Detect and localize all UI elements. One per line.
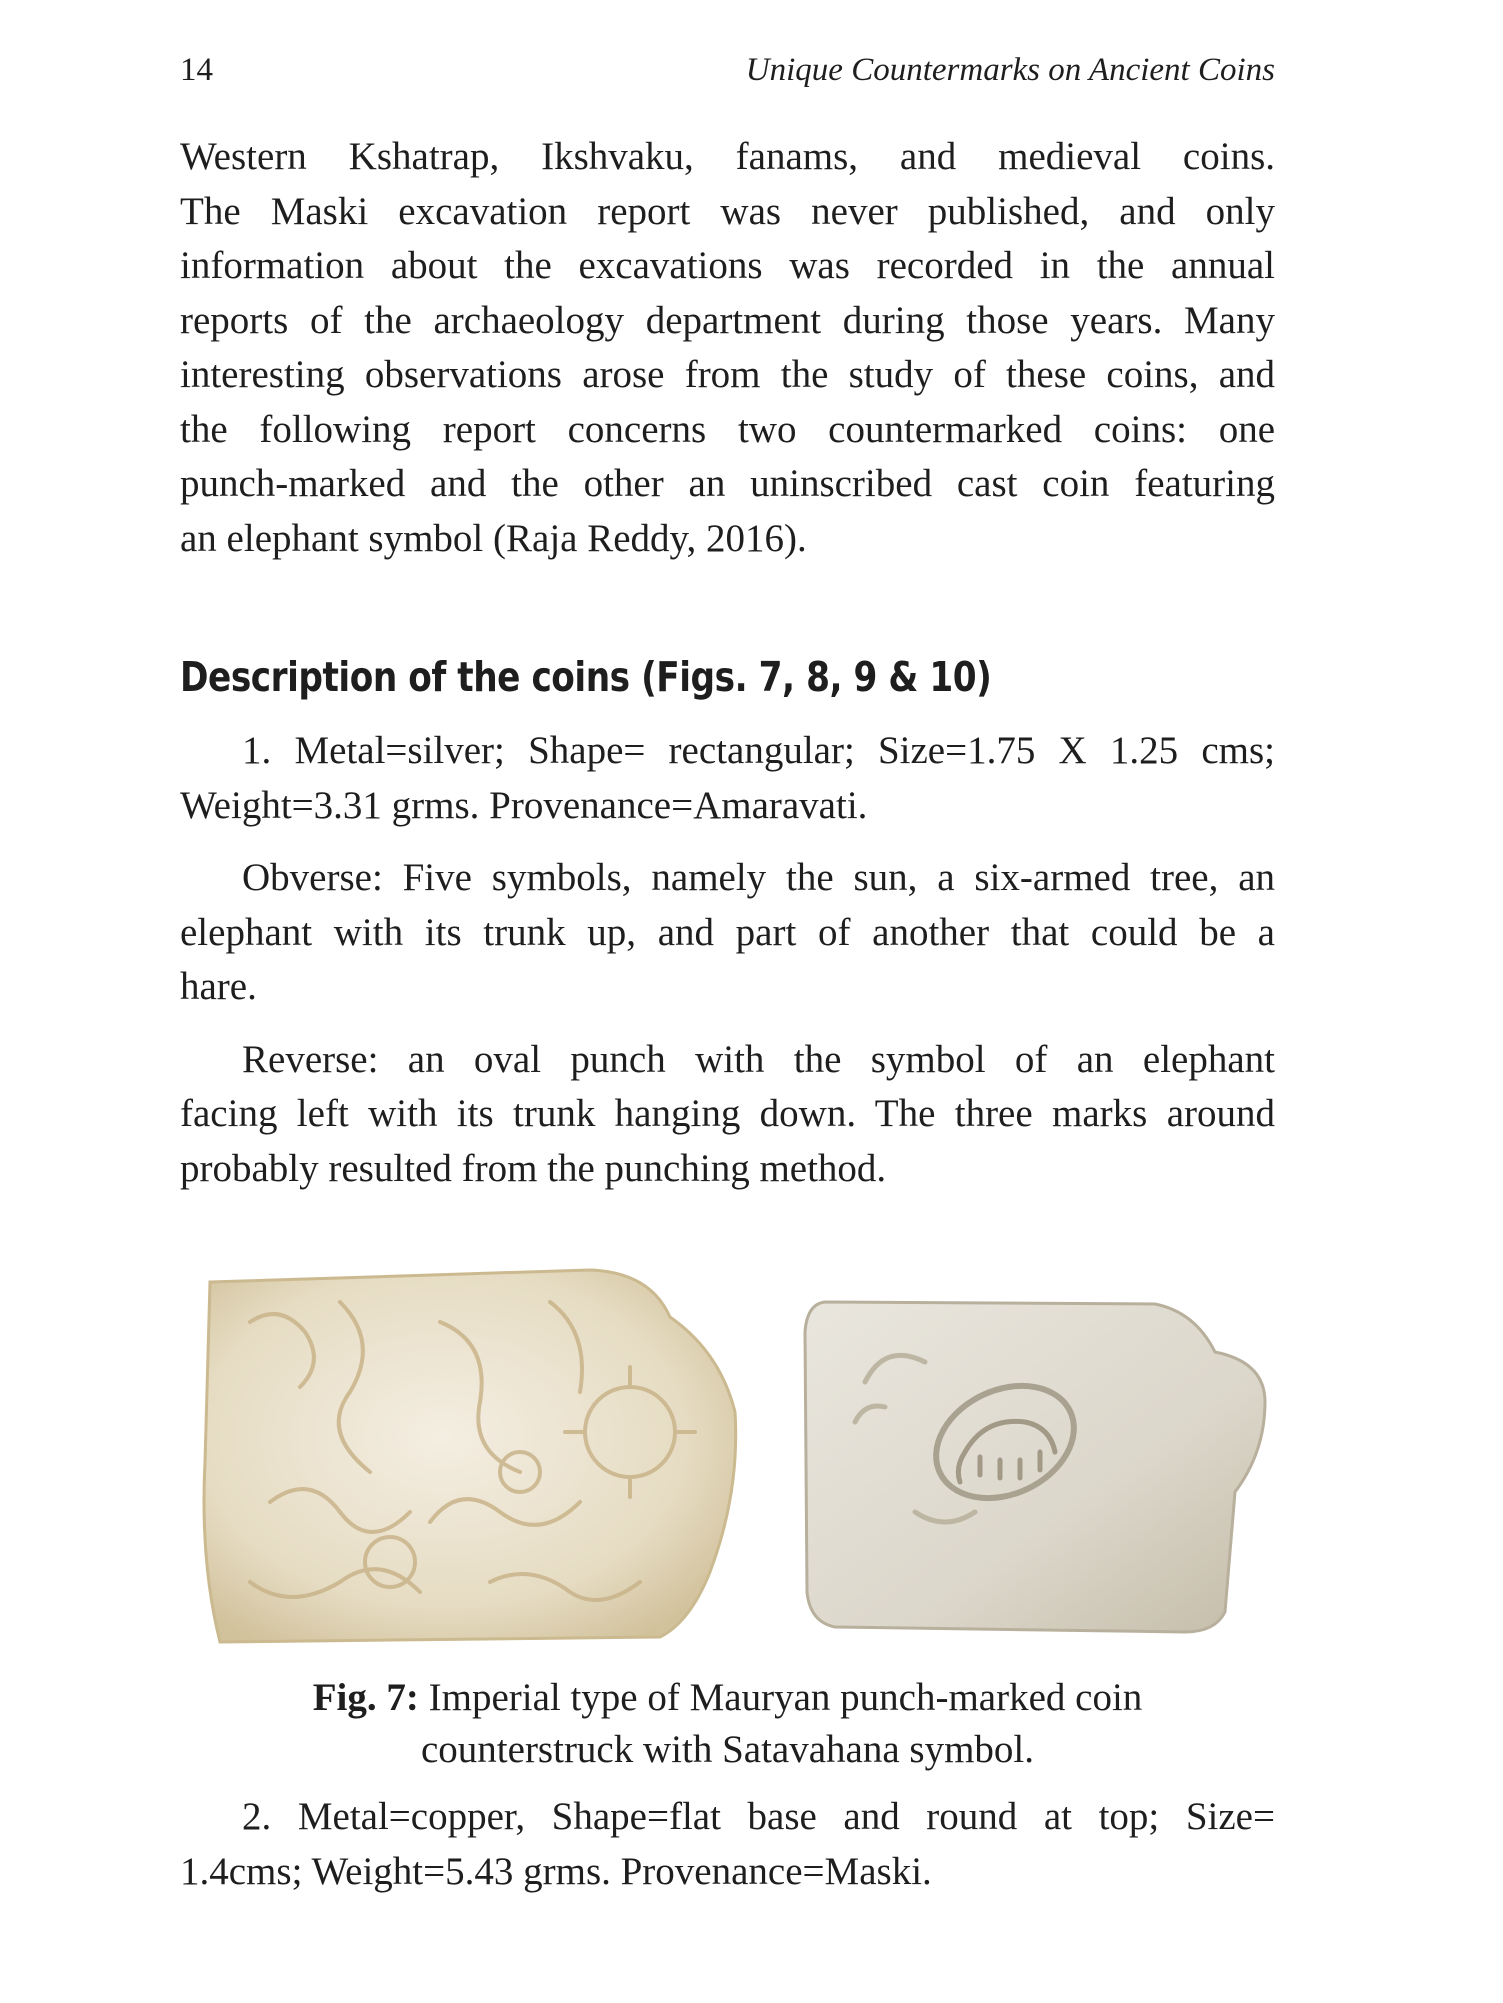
coin-1-specs-line: Weight=3.31 grms. Provenance=Amaravati. (180, 783, 868, 827)
intro-line: an elephant symbol (Raja Reddy, 2016). (180, 516, 807, 560)
intro-line: interesting observations arose from the study of these coins, and (180, 353, 1275, 396)
figure-7-photos (180, 1262, 1275, 1652)
obverse-line: Obverse: Five symbols, namely the sun, a six-armed tree, an (242, 856, 1275, 899)
coin-2-specs-line: 2. Metal=copper, Shape=flat base and round at top; Size= (242, 1795, 1275, 1838)
book-page (180, 52, 1275, 1899)
intro-line: The Maski excavation report was never published, and only (180, 189, 1275, 233)
coin-2-specs (180, 1790, 1275, 1899)
caption-line-1 (180, 1672, 1275, 1724)
coin-reverse-photo (795, 1292, 1275, 1637)
caption-text: Imperial type of Mauryan punch-marked coin (418, 1676, 1143, 1719)
intro-line: the following report concerns two countermarked coins: one (180, 407, 1275, 451)
reverse-line: probably resulted from the punching method. (180, 1146, 887, 1190)
figure-7-caption (180, 1672, 1275, 1776)
figure-label: Fig. 7: (312, 1676, 419, 1719)
running-head (180, 52, 1275, 112)
running-title: Unique Countermarks on Ancient Coins (745, 52, 1275, 88)
reverse-line: Reverse: an oval punch with the symbol of an elephant (242, 1037, 1275, 1081)
obverse-paragraph (180, 851, 1275, 1015)
obverse-line: elephant with its trunk up, and part of another that could be a (180, 910, 1275, 954)
caption-line-2: counterstruck with Satavahana symbol. (420, 1728, 1034, 1771)
intro-line: reports of the archaeology department during those years. Many (180, 298, 1275, 342)
page-number: 14 (180, 52, 213, 88)
reverse-line: facing left with its trunk hanging down. The three marks around (180, 1092, 1275, 1135)
intro-line: Western Kshatrap, Ikshvaku, fanams, and medieval coins. (180, 135, 1275, 178)
coin-1-specs-line: 1. Metal=silver; Shape= rectangular; Size=1.75 X 1.25 cms; (242, 729, 1275, 772)
intro-line: punch-marked and the other an uninscribed cast coin featuring (180, 462, 1275, 505)
obverse-line: hare. (180, 965, 257, 1008)
coin-obverse-photo (190, 1262, 740, 1647)
intro-line: information about the excavations was recorded in the annual (180, 244, 1275, 287)
coin-1-specs (180, 724, 1275, 833)
intro-paragraph (180, 130, 1275, 566)
section-heading: Description of the coins (Figs. 7, 8, 9 & 10) (180, 653, 992, 701)
reverse-paragraph (180, 1033, 1275, 1197)
coin-2-specs-line: 1.4cms; Weight=5.43 grms. Provenance=Maski. (180, 1849, 932, 1893)
